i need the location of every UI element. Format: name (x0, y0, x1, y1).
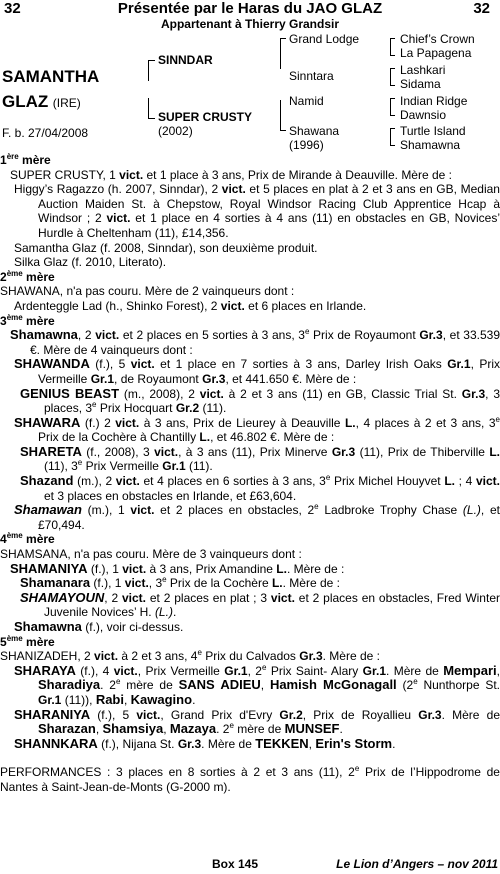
produce-sharaya: SHARAYA (f.), 4 vict., Prix Vermeille Gr.1, 2e Prix Saint- Alary Gr.1. Mère de Mempari, Sharadiya. 2e mère de SANS ADIEU, Hamish McGonagall (2e Nunthorpe St. Gr.1 (11)), Rabi, Kawagino. (14, 662, 500, 707)
gg-8: Shamawna (400, 138, 461, 152)
produce-higgys-ragazzo: Higgy’s Ragazzo (h. 2007, Sinndar), 2 vict. et 5 places en plat à 2 et 3 ans en GB, Median Auction Maiden St. à Chepstow, Royal Windsor Racing Club Apprentice Hcap à Windsor ; 2 vict. et 1 place en 4 sorties à 4 ans (11) en obstacles en GB, Novices’ Hurdle à Cheltenham (11), £14,356. (14, 182, 500, 240)
section-second-dam: 2ème mère (0, 268, 55, 284)
produce-ardenteggle-lad: Ardenteggle Lad (h., Shinko Forest), 2 vict. et 6 places en Irlande. (14, 298, 367, 313)
produce-genius-beast: GENIUS BEAST (m., 2008), 2 vict. à 2 et 3 ans (11) en GB, Classic Trial St. Gr.3, 3 places, 3e Prix Hocquart Gr.2 (11). (20, 385, 500, 416)
dam-sire: Namid (289, 94, 324, 108)
second-dam-paragraph: SHAWANA, n'a pas couru. Mère de 2 vainqueurs dont : (0, 284, 295, 299)
produce-shawara: SHAWARA (f.) 2 vict. à 3 ans, Prix de Lieurey à Deauville L., 4 places à 2 et 3 ans, 3e Prix de la Cochère à Chantilly L., et 46.802 €. Mère de : (14, 414, 500, 445)
sire-dam: Sinntara (289, 69, 334, 83)
spacer (0, 751, 500, 765)
dam: SUPER CRUSTY (158, 110, 253, 124)
produce-shamawan: Shamawan (m.), 1 vict. et 2 places en obstacles, 2e Ladbroke Trophy Chase (L.), et £70,494. (14, 502, 500, 532)
produce-shawanda: SHAWANDA (f.), 5 vict. et 1 place en 7 sorties à 3 ans, Darley Irish Oaks Gr.1, Prix Vermeille Gr.1, de Royaumont Gr.3, et 441.650 €. Mère de : (14, 356, 500, 386)
horse-name: GLAZ (2, 92, 49, 111)
produce-sharaniya: SHARANIYA (f.), 5 vict., Grand Prix d'Evry Gr.2, Prix de Royallieu Gr.3. Mère de Sharazan, Shamsiya, Mazaya. 2e mère de MUNSEF. (14, 706, 500, 737)
gg-3: Lashkari (400, 63, 446, 77)
fourth-dam-paragraph: SHAMSANA, n'a pas couru. Mère de 3 vainqueurs dont : (0, 547, 302, 562)
produce-silka-glaz: Silka Glaz (f. 2010, Literato). (14, 255, 167, 270)
dam-dam-year: (1996) (289, 138, 324, 152)
produce-shareta: SHARETA (f., 2008), 3 vict., à 3 ans (11), Prix Minerve Gr.3 (11), Prix de Thiberville L. (11), 3e Prix Vermeille Gr.1 (11). (20, 443, 500, 474)
dam-year: (2002) (158, 124, 193, 138)
gg-5: Indian Ridge (400, 94, 468, 108)
produce-shamawna: Shamawna (f.), voir ci-dessus. (14, 619, 184, 634)
gg-bracket-4 (390, 128, 395, 146)
sire-bracket (148, 60, 155, 81)
sire: SINNDAR (158, 53, 213, 67)
catalogue-header (0, 0, 500, 18)
section-fourth-dam: 4ème mère (0, 531, 55, 547)
horse-name-line1: SAMANTHA (2, 67, 100, 86)
sire-line-bracket (280, 38, 286, 69)
sale-place: Le Lion d’Angers – nov 2011 (336, 857, 498, 871)
horse-country: (IRE) (52, 96, 81, 110)
page-title: Présentée par le Haras du JAO GLAZ (117, 0, 383, 17)
gg-6: Dawnsio (400, 108, 447, 122)
gg-1: Chief’s Crown (400, 32, 475, 46)
gg-bracket-1 (390, 38, 395, 56)
box-number-right: 32 (473, 0, 490, 17)
produce-shamanara: Shamanara (f.), 1 vict., 3e Prix de la Cochère L.. Mère de : (20, 575, 340, 591)
produce-shamaniya: SHAMANIYA (f.), 1 vict. à 3 ans, Prix Amandine L.. Mère de : (10, 560, 345, 576)
produce-shazand: Shazand (m.), 2 vict. et 4 places en 6 sorties à 3 ans, 3e Prix Michel Houyvet L. ; 4 vict. et 3 places en obstacles en Irlande, et £63,604. (20, 473, 500, 503)
section-first-dam: 1ère mère (0, 152, 51, 167)
horse-name-line2 (2, 92, 81, 112)
gg-7: Turtle Island (400, 124, 466, 138)
fifth-dam-paragraph: SHANIZADEH, 2 vict. à 2 et 3 ans, 4e Prix du Calvados Gr.3. Mère de : (0, 648, 380, 664)
performances: PERFORMANCES : 3 places en 8 sorties à 2 et 3 ans (11), 2e Prix de l’Hippodrome de Nantes à Saint-Jean-de-Monts (G-2000 m). (0, 764, 500, 794)
produce-record (0, 153, 500, 795)
section-third-dam: 3ème mère (0, 312, 55, 328)
gg-4: Sidama (400, 77, 441, 91)
dam-bracket (148, 98, 155, 119)
dam-line-bracket (280, 100, 286, 131)
sire-sire: Grand Lodge (289, 32, 360, 46)
produce-shamayoun: SHAMAYOUN, 2 vict. et 2 places en plat ; 3 vict. et 2 places en obstacles, Fred Winter Juvenile Novices’ H. (L.). (20, 589, 500, 620)
horse-details: F. b. 27/04/2008 (2, 126, 89, 140)
gg-bracket-3 (390, 98, 395, 116)
third-dam-paragraph: Shamawna, 2 vict. et 2 places en 5 sorties à 3 ans, 3e Prix de Royaumont Gr.3, et 33.539 €. Mère de 4 vainqueurs dont : (10, 327, 500, 357)
dam-dam: Shawana (289, 124, 340, 138)
gg-bracket-2 (390, 68, 395, 86)
gg-2: La Papagena (400, 46, 472, 60)
box-label: Box 145 (212, 857, 259, 871)
box-number-left: 32 (4, 0, 21, 17)
owner-line: Appartenant à Thierry Grandsir (160, 17, 340, 31)
section-fifth-dam: 5ème mère (0, 633, 55, 649)
first-dam-paragraph: SUPER CRUSTY, 1 vict. et 1 place à 3 ans, Prix de Mirande à Deauville. Mère de : (10, 167, 453, 182)
produce-samantha-glaz: Samantha Glaz (f. 2008, Sinndar), son deuxième produit. (14, 240, 318, 255)
produce-shannkara: SHANNKARA (f.), Nijana St. Gr.3. Mère de TEKKEN, Erin's Storm. (14, 735, 396, 751)
